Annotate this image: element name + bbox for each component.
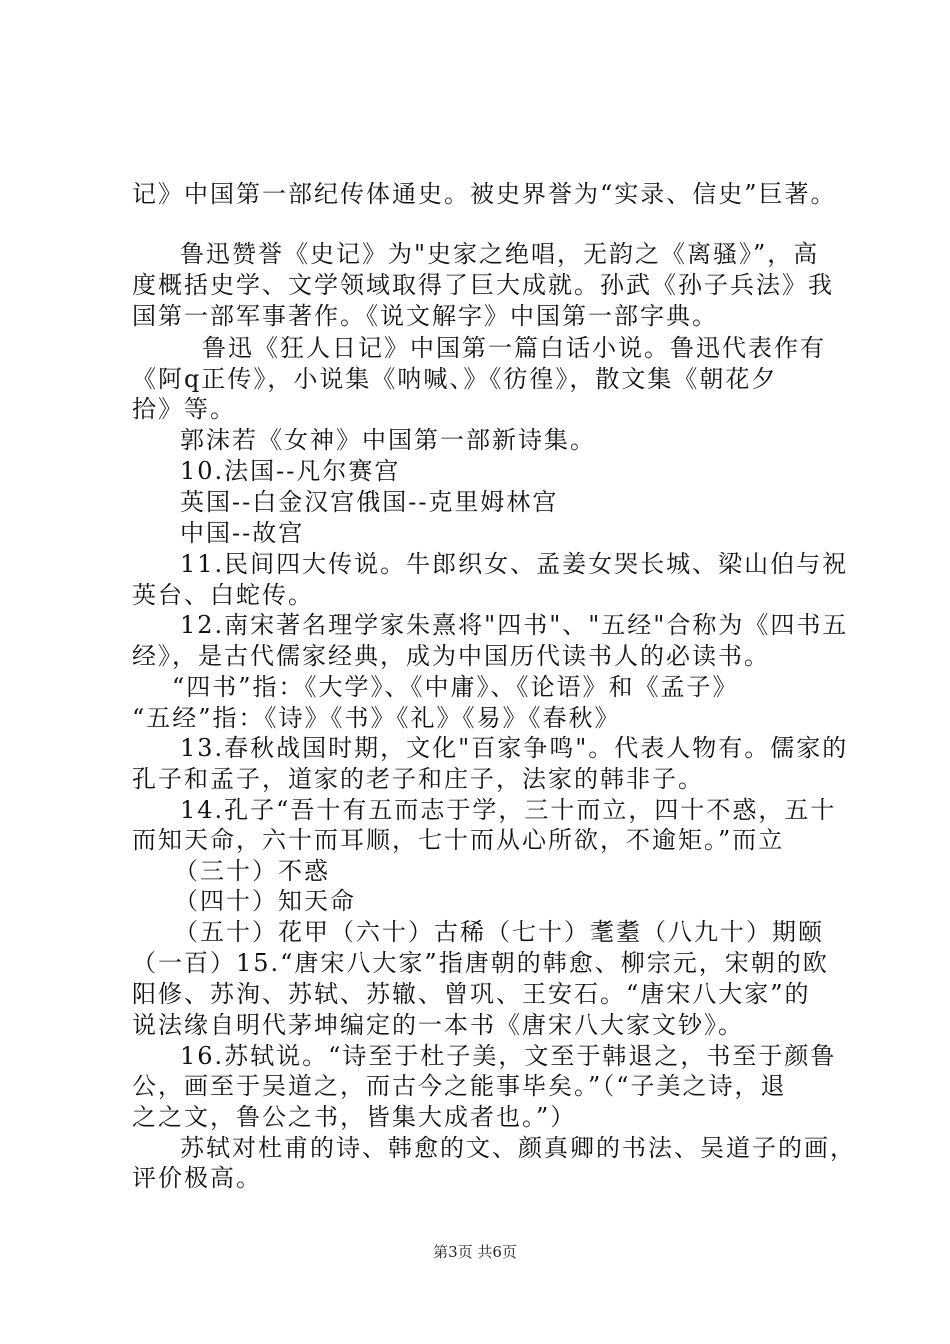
text-line: 16.苏轼说。“诗至于杜子美，文至于韩退之，书至于颜鲁 <box>180 1042 837 1070</box>
page-number-footer: 第3页 共6页 <box>433 1243 517 1261</box>
text-line: 英台、白蛇传。 <box>132 581 314 609</box>
text-line: “五经”指：《诗》《书》《礼》《易》《春秋》 <box>132 704 621 732</box>
text-line: 苏轼对杜甫的诗、韩愈的文、颜真卿的书法、吴道子的画， <box>180 1134 856 1162</box>
text-line: 12.南宋著名理学家朱熹将"四书"、"五经"合称为《四书五 <box>180 611 849 639</box>
text-line: 13.春秋战国时期，文化"百家争鸣"。代表人物有。儒家的 <box>180 734 849 762</box>
text-line: 公，画至于吴道之，而古今之能事毕矣。”（“子美之诗，退 <box>132 1072 787 1100</box>
text-line: 11.民间四大传说。牛郎织女、孟姜女哭长城、梁山伯与祝 <box>180 550 849 578</box>
text-line: 经》，是古代儒家经典，成为中国历代读书人的必读书。 <box>132 642 770 670</box>
text-line: 郭沫若《女神》中国第一部新诗集。 <box>180 426 596 454</box>
text-line: 说法缘自明代茅坤编定的一本书《唐宋八大家文钞》。 <box>132 1011 744 1039</box>
text-line: 10.法国--凡尔赛宫 <box>180 457 401 485</box>
text-line: 中国--故宫 <box>180 519 305 547</box>
text-line: 阳修、苏洵、苏轼、苏辙、曾巩、王安石。“唐宋八大家”的 <box>132 980 811 1008</box>
text-line: （三十）不惑 <box>174 857 330 885</box>
text-line: （五十）花甲（六十）古稀（七十）耄耋（八九十）期颐 <box>174 918 824 946</box>
text-line: 14.孔子“吾十有五而志于学，三十而立，四十不惑，五十 <box>180 796 837 824</box>
text-line: 鲁迅《狂人日记》中国第一篇白话小说。鲁迅代表作有 <box>202 334 826 362</box>
text-line: 评价极高。 <box>132 1164 262 1192</box>
text-line: （一百）15.“唐宋八大家”指唐朝的韩愈、柳宗元，宋朝的欧 <box>132 949 829 977</box>
text-line: 而知天命，六十而耳顺，七十而从心所欲，不逾矩。”而立 <box>132 826 785 854</box>
text-line: 之之文，鲁公之书，皆集大成者也。”） <box>132 1103 577 1131</box>
text-line: 英国--白金汉宫俄国--克里姆林宫 <box>180 488 559 516</box>
text-line: 度概括史学、文学领域取得了巨大成就。孙武《孙子兵法》我 <box>132 271 834 299</box>
text-line: 孔子和孟子，道家的老子和庄子，法家的韩非子。 <box>132 765 704 793</box>
text-line: “四书”指：《大学》、《中庸》、《论语》和《孟子》 <box>172 673 739 701</box>
text-line: 《阿q正传》，小说集《呐喊、》《彷徨》，散文集《朝花夕 <box>132 365 778 393</box>
text-line: 鲁迅赞誉《史记》为"史家之绝唱，无韵之《离骚》”，高 <box>180 240 820 268</box>
text-line: 国第一部军事著作。《说文解字》中国第一部字典。 <box>132 302 718 330</box>
text-line: 拾》等。 <box>132 395 236 423</box>
text-line: 记》中国第一部纪传体通史。被史界誉为“实录、信史”巨著。 <box>132 180 837 208</box>
text-line: （四十）知天命 <box>174 887 356 915</box>
